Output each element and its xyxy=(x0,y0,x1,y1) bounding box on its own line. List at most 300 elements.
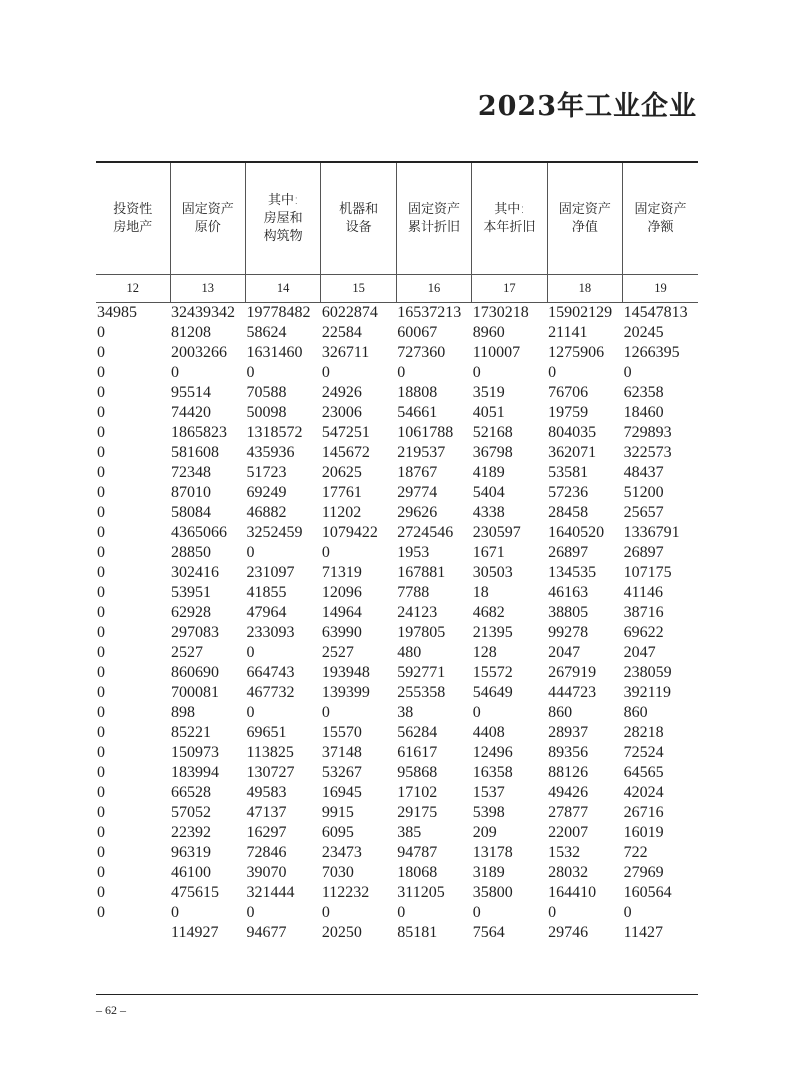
table-cell: 385 xyxy=(397,824,422,841)
table-cell: 804035 xyxy=(548,424,597,441)
table-cell: 0 xyxy=(246,704,255,721)
table-cell: 145672 xyxy=(321,444,370,461)
table-cell: 61617 xyxy=(397,744,438,761)
table-cell: 23473 xyxy=(321,844,362,861)
table-cell: 56284 xyxy=(397,724,438,741)
table-cell: 0 xyxy=(246,904,255,921)
table-cell: 62358 xyxy=(623,384,664,401)
table-cell: 160564 xyxy=(623,884,672,901)
table-cell: 230597 xyxy=(472,524,521,541)
table-cell: 16358 xyxy=(472,764,513,781)
table-cell: 14547813 xyxy=(623,304,688,321)
table-cell: 27969 xyxy=(623,864,664,881)
table-cell: 114927 xyxy=(171,924,219,941)
table-cell: 107175 xyxy=(623,564,672,581)
table-cell: 392119 xyxy=(623,684,671,701)
table-cell: 0 xyxy=(97,884,105,901)
table-cell: 95514 xyxy=(171,384,212,401)
table-cell: 547251 xyxy=(321,424,370,441)
table-cell: 4189 xyxy=(472,464,505,481)
column-header-line: 本年折旧 xyxy=(483,219,536,235)
column-number: 16 xyxy=(396,275,471,303)
table-cell: 11202 xyxy=(321,504,362,521)
column-header-line: 固定资产 xyxy=(634,201,687,217)
table-cell: 29774 xyxy=(397,484,438,501)
table-cell: 17102 xyxy=(397,784,438,801)
column-header-line: 其中: xyxy=(267,192,299,208)
table-row xyxy=(96,643,698,663)
table-cell: 29746 xyxy=(548,924,589,941)
table-cell: 9915 xyxy=(321,804,354,821)
table-cell: 581608 xyxy=(171,444,220,461)
table-cell: 267919 xyxy=(548,664,597,681)
column-header xyxy=(170,162,245,275)
column-header xyxy=(396,162,471,275)
table-cell: 85181 xyxy=(397,924,438,941)
table-cell: 0 xyxy=(321,364,330,381)
table-cell: 26897 xyxy=(548,544,589,561)
table-cell: 24926 xyxy=(321,384,362,401)
table-cell: 0 xyxy=(246,364,255,381)
table-cell: 7564 xyxy=(472,924,505,941)
table-row xyxy=(96,823,698,843)
table-cell: 23006 xyxy=(321,404,362,421)
table-cell: 71319 xyxy=(321,564,362,581)
column-number: 14 xyxy=(245,275,320,303)
table-row xyxy=(96,563,698,583)
table-row xyxy=(96,743,698,763)
table-cell: 0 xyxy=(97,544,105,561)
table-cell: 3519 xyxy=(472,384,505,401)
table-row xyxy=(96,763,698,783)
table-cell: 3252459 xyxy=(246,524,303,541)
table-cell: 48437 xyxy=(623,464,664,481)
table-row xyxy=(96,543,698,563)
column-header-line: 固定资产 xyxy=(181,201,234,217)
table-cell: 16297 xyxy=(246,824,287,841)
table-row xyxy=(96,483,698,503)
table-cell: 16945 xyxy=(321,784,362,801)
table-cell: 72524 xyxy=(623,744,664,761)
column-header-line: 固定资产 xyxy=(558,201,611,217)
table-cell: 53951 xyxy=(171,584,212,601)
table-cell: 297083 xyxy=(171,624,220,641)
page-number: – 62 – xyxy=(96,1003,126,1017)
table-cell: 58624 xyxy=(246,324,287,341)
table-cell: 0 xyxy=(97,504,105,521)
table-cell: 326711 xyxy=(321,344,370,361)
table-cell: 62928 xyxy=(171,604,212,621)
table-cell: 0 xyxy=(97,844,105,861)
table-cell: 0 xyxy=(97,864,105,881)
table-cell: 22007 xyxy=(548,824,589,841)
table-cell: 1631460 xyxy=(246,344,303,361)
table-cell: 0 xyxy=(97,604,105,621)
column-header xyxy=(547,162,622,275)
column-number: 13 xyxy=(170,275,245,303)
table-cell: 49426 xyxy=(548,784,589,801)
table-cell: 70588 xyxy=(246,384,287,401)
table-cell: 28937 xyxy=(548,724,589,741)
table-cell: 164410 xyxy=(548,884,597,901)
table-cell: 25657 xyxy=(623,504,664,521)
table-cell: 11427 xyxy=(623,924,663,941)
table-cell: 57236 xyxy=(548,484,589,501)
table-cell: 0 xyxy=(97,824,105,841)
table-cell: 54661 xyxy=(397,404,438,421)
table-cell: 69622 xyxy=(623,624,664,641)
table-cell: 46163 xyxy=(548,584,589,601)
table-cell: 2527 xyxy=(321,644,354,661)
table-cell: 6095 xyxy=(321,824,354,841)
table-cell: 0 xyxy=(548,904,557,921)
table-cell: 0 xyxy=(97,784,105,801)
table-cell: 0 xyxy=(97,524,105,541)
table-cell: 17761 xyxy=(321,484,362,501)
table-cell: 95868 xyxy=(397,764,438,781)
table-cell: 0 xyxy=(246,544,255,561)
column-number-row xyxy=(96,275,698,303)
table-cell: 13178 xyxy=(472,844,513,861)
table-cell: 18068 xyxy=(397,864,438,881)
table-row xyxy=(96,423,698,443)
table-cell: 0 xyxy=(548,364,557,381)
table-cell: 16537213 xyxy=(397,304,462,321)
table-cell: 0 xyxy=(472,904,481,921)
table-row xyxy=(96,923,698,943)
table-cell: 58084 xyxy=(171,504,212,521)
table-cell: 0 xyxy=(246,644,255,661)
table-cell: 4051 xyxy=(472,404,505,421)
column-header-line: 固定资产 xyxy=(408,201,461,217)
table-cell: 47137 xyxy=(246,804,287,821)
table-cell: 475615 xyxy=(171,884,220,901)
table-cell: 255358 xyxy=(397,684,446,701)
table-cell: 860 xyxy=(548,704,573,721)
table-cell: 29626 xyxy=(397,504,438,521)
table-cell: 5404 xyxy=(472,484,505,501)
table-cell: 20245 xyxy=(623,324,664,341)
table-cell: 0 xyxy=(97,624,105,641)
table-row xyxy=(96,523,698,543)
table-row xyxy=(96,463,698,483)
header-row xyxy=(96,162,698,275)
table-cell xyxy=(96,923,170,943)
table-row xyxy=(96,303,698,324)
table-cell: 19759 xyxy=(548,404,589,421)
table-cell: 700081 xyxy=(171,684,220,701)
table-cell: 15570 xyxy=(321,724,362,741)
table-cell: 3189 xyxy=(472,864,505,881)
table-cell: 860 xyxy=(623,704,648,721)
table-cell: 21395 xyxy=(472,624,513,641)
table-cell: 28032 xyxy=(548,864,589,881)
table-cell: 0 xyxy=(623,904,632,921)
column-header-line: 房地产 xyxy=(113,219,153,235)
table-cell: 231097 xyxy=(246,564,295,581)
table-cell: 46882 xyxy=(246,504,287,521)
table-cell: 20625 xyxy=(321,464,362,481)
table-cell: 7788 xyxy=(397,584,430,601)
table-cell: 2047 xyxy=(623,644,656,661)
table-cell: 1865823 xyxy=(171,424,228,441)
table-cell: 51723 xyxy=(246,464,287,481)
table-row xyxy=(96,663,698,683)
bottom-rule xyxy=(96,994,698,995)
table-cell: 74420 xyxy=(171,404,212,421)
table-cell: 94787 xyxy=(397,844,438,861)
table-cell: 2003266 xyxy=(171,344,228,361)
table-cell: 0 xyxy=(321,704,330,721)
table-cell: 26897 xyxy=(623,544,664,561)
table-cell: 1537 xyxy=(472,784,505,801)
table-row xyxy=(96,363,698,383)
table-cell: 2527 xyxy=(171,644,204,661)
table-cell: 6022874 xyxy=(321,304,378,321)
table-row xyxy=(96,503,698,523)
table-cell: 96319 xyxy=(171,844,212,861)
table-cell: 35800 xyxy=(472,884,513,901)
table-cell: 1730218 xyxy=(472,304,529,321)
table-cell: 0 xyxy=(97,584,105,601)
table-cell: 38805 xyxy=(548,604,589,621)
table-cell: 128 xyxy=(472,644,497,661)
table-cell: 1336791 xyxy=(623,524,680,541)
table-cell: 727360 xyxy=(397,344,446,361)
table-cell: 36798 xyxy=(472,444,513,461)
column-header-line: 投资性 xyxy=(113,201,153,217)
table-cell: 87010 xyxy=(171,484,212,501)
table-cell: 0 xyxy=(97,324,105,341)
column-header-line: 净额 xyxy=(647,219,674,235)
table-cell: 54649 xyxy=(472,684,513,701)
table-cell: 4338 xyxy=(472,504,505,521)
table-cell: 0 xyxy=(97,764,105,781)
table-row xyxy=(96,603,698,623)
table-cell: 24123 xyxy=(397,604,438,621)
table-cell: 66528 xyxy=(171,784,212,801)
table-cell: 480 xyxy=(397,644,422,661)
table-cell: 0 xyxy=(623,364,632,381)
column-header-line: 累计折旧 xyxy=(408,219,461,235)
column-header-line: 净值 xyxy=(571,219,598,235)
table-row xyxy=(96,383,698,403)
table-cell: 18 xyxy=(472,584,489,601)
table-cell: 41146 xyxy=(623,584,663,601)
table-cell: 0 xyxy=(97,684,105,701)
table-cell: 14964 xyxy=(321,604,362,621)
table-cell: 110007 xyxy=(472,344,521,361)
data-table xyxy=(96,161,698,943)
table-cell: 41855 xyxy=(246,584,287,601)
table-row xyxy=(96,683,698,703)
table-cell: 49583 xyxy=(246,784,287,801)
table-cell: 52168 xyxy=(472,424,513,441)
table-cell: 94677 xyxy=(246,924,287,941)
table-cell: 38716 xyxy=(623,604,664,621)
table-cell: 76706 xyxy=(548,384,589,401)
table-cell: 0 xyxy=(321,904,330,921)
column-header-line: 房屋和 xyxy=(263,210,303,226)
table-cell: 7030 xyxy=(321,864,354,881)
column-header-line: 原价 xyxy=(194,219,221,235)
column-header xyxy=(245,162,320,275)
column-header xyxy=(321,162,396,275)
column-header-line: 构筑物 xyxy=(263,228,303,244)
table-cell: 729893 xyxy=(623,424,672,441)
table-cell: 72348 xyxy=(171,464,212,481)
table-cell: 46100 xyxy=(171,864,212,881)
table-cell: 112232 xyxy=(321,884,370,901)
table-cell: 0 xyxy=(171,364,180,381)
table-row xyxy=(96,583,698,603)
table-cell: 22584 xyxy=(321,324,362,341)
column-header xyxy=(623,162,698,275)
table-row xyxy=(96,403,698,423)
table-cell: 53581 xyxy=(548,464,589,481)
table-cell: 167881 xyxy=(397,564,446,581)
table-cell: 1061788 xyxy=(397,424,454,441)
table-cell: 51200 xyxy=(623,484,664,501)
column-number: 17 xyxy=(472,275,547,303)
table-cell: 4408 xyxy=(472,724,505,741)
table-cell: 69651 xyxy=(246,724,287,741)
table-cell: 12496 xyxy=(472,744,513,761)
table-row xyxy=(96,883,698,903)
table-cell: 467732 xyxy=(246,684,295,701)
table-cell: 30503 xyxy=(472,564,513,581)
table-cell: 16019 xyxy=(623,824,664,841)
table-cell: 15902129 xyxy=(548,304,613,321)
table-cell: 85221 xyxy=(171,724,212,741)
table-cell: 0 xyxy=(97,744,105,761)
table-cell: 0 xyxy=(97,704,105,721)
table-cell: 0 xyxy=(97,404,105,421)
table-cell: 22392 xyxy=(171,824,212,841)
table-cell: 321444 xyxy=(246,884,295,901)
table-cell: 38 xyxy=(397,704,414,721)
table-cell: 1671 xyxy=(472,544,505,561)
table-cell: 28218 xyxy=(623,724,664,741)
column-header xyxy=(472,162,547,275)
table-cell: 32439342 xyxy=(171,304,236,321)
table-cell: 0 xyxy=(472,704,481,721)
table-cell: 5398 xyxy=(472,804,505,821)
column-header xyxy=(96,162,170,275)
table-cell: 37148 xyxy=(321,744,362,761)
table-cell: 18808 xyxy=(397,384,438,401)
table-cell: 4365066 xyxy=(171,524,228,541)
table-row xyxy=(96,803,698,823)
table-cell: 15572 xyxy=(472,664,513,681)
table-row xyxy=(96,623,698,643)
table-cell: 63990 xyxy=(321,624,362,641)
table-cell: 4682 xyxy=(472,604,505,621)
table-cell: 1318572 xyxy=(246,424,303,441)
table-cell: 664743 xyxy=(246,664,295,681)
table-cell: 722 xyxy=(623,844,648,861)
table-cell: 1079422 xyxy=(321,524,378,541)
column-number: 15 xyxy=(321,275,396,303)
table-cell: 1532 xyxy=(548,844,581,861)
table-cell: 1275906 xyxy=(548,344,605,361)
table-cell: 113825 xyxy=(246,744,294,761)
table-row xyxy=(96,443,698,463)
table-cell: 0 xyxy=(97,464,105,481)
table-cell: 89356 xyxy=(548,744,589,761)
column-header-line: 设备 xyxy=(345,219,372,235)
table-cell: 18460 xyxy=(623,404,664,421)
table-row xyxy=(96,783,698,803)
table-cell: 139399 xyxy=(321,684,370,701)
table-cell: 1266395 xyxy=(623,344,680,361)
table-cell: 0 xyxy=(97,484,105,501)
table-cell: 150973 xyxy=(171,744,220,761)
table-cell: 81208 xyxy=(171,324,212,341)
column-header-line: 机器和 xyxy=(339,201,379,217)
table-cell: 0 xyxy=(171,904,180,921)
table-cell: 0 xyxy=(321,544,330,561)
table-cell: 860690 xyxy=(171,664,220,681)
table-cell: 233093 xyxy=(246,624,295,641)
table-cell: 183994 xyxy=(171,764,220,781)
table-cell: 18767 xyxy=(397,464,438,481)
table-cell: 0 xyxy=(97,384,105,401)
page-title: 2023年工业企业 xyxy=(477,91,697,122)
table-cell: 99278 xyxy=(548,624,589,641)
table-cell: 0 xyxy=(97,424,105,441)
table-cell: 0 xyxy=(97,804,105,821)
table-cell: 8960 xyxy=(472,324,505,341)
table-cell: 0 xyxy=(397,904,406,921)
table-cell: 0 xyxy=(97,644,105,661)
table-cell: 898 xyxy=(171,704,196,721)
table-cell: 34985 xyxy=(97,304,137,321)
table-row xyxy=(96,903,698,923)
table-cell: 2047 xyxy=(548,644,581,661)
table-cell: 362071 xyxy=(548,444,597,461)
table-cell: 0 xyxy=(97,344,105,361)
table-row xyxy=(96,863,698,883)
table-cell: 27877 xyxy=(548,804,589,821)
table-cell: 0 xyxy=(472,364,481,381)
table-row xyxy=(96,323,698,343)
table-cell: 322573 xyxy=(623,444,672,461)
table-cell: 42024 xyxy=(623,784,664,801)
table-cell: 219537 xyxy=(397,444,446,461)
table-cell: 2724546 xyxy=(397,524,454,541)
table-cell: 0 xyxy=(97,444,105,461)
table-cell: 53267 xyxy=(321,764,362,781)
table-cell: 57052 xyxy=(171,804,212,821)
table-cell: 0 xyxy=(97,664,105,681)
table-cell: 0 xyxy=(97,904,105,921)
table-cell: 28850 xyxy=(171,544,212,561)
table-cell: 0 xyxy=(97,724,105,741)
table-cell: 0 xyxy=(97,564,105,581)
table-cell: 302416 xyxy=(171,564,220,581)
table-cell: 72846 xyxy=(246,844,287,861)
table-cell: 28458 xyxy=(548,504,589,521)
column-header-line: 其中: xyxy=(494,201,525,217)
table-cell: 26716 xyxy=(623,804,664,821)
table-row xyxy=(96,723,698,743)
table-cell: 50098 xyxy=(246,404,287,421)
table-cell: 64565 xyxy=(623,764,664,781)
column-number: 18 xyxy=(547,275,622,303)
table-cell: 444723 xyxy=(548,684,597,701)
table-cell: 1953 xyxy=(397,544,430,561)
